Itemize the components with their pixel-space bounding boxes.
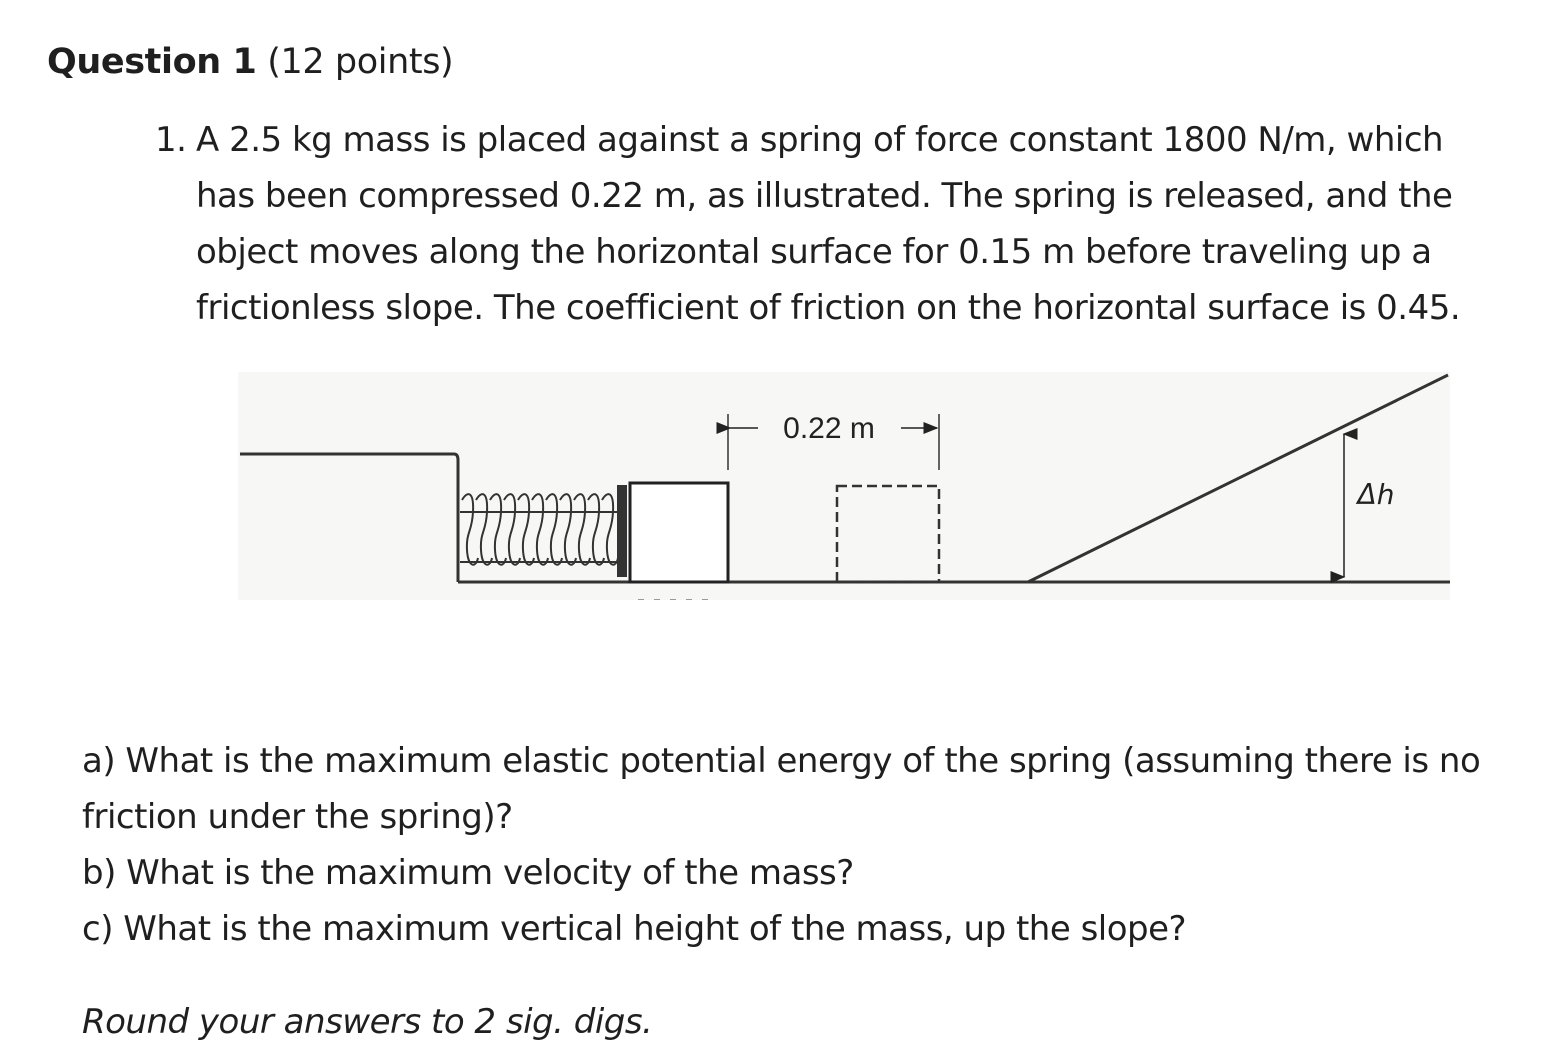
spring-ramp-figure <box>238 372 1450 600</box>
part-b: b) What is the maximum velocity of the mass? <box>82 853 854 893</box>
mass-block <box>630 483 728 582</box>
problem-line-3: object moves along the horizontal surface for 0.15 m before traveling up a <box>196 232 1432 272</box>
part-a-line-2: friction under the spring)? <box>82 797 513 837</box>
problem-line-2: has been compressed 0.22 m, as illustrated. The spring is released, and the <box>196 176 1453 216</box>
rounding-note: Round your answers to 2 sig. digs. <box>82 1002 653 1042</box>
question-parts <box>82 733 1552 957</box>
question-points: (12 points) <box>267 42 454 82</box>
question-header <box>47 38 453 86</box>
problem-line-1 <box>155 112 1555 168</box>
part-c: c) What is the maximum vertical height of the mass, up the slope? <box>82 909 1187 949</box>
problem-line-4: frictionless slope. The coefficient of friction on the horizontal surface is 0.45. <box>196 288 1461 328</box>
problem-number: 1. <box>155 120 187 160</box>
compression-label: 0.22 m <box>783 412 875 445</box>
problem-statement <box>155 112 1555 336</box>
problem-text-1: A 2.5 kg mass is placed against a spring of force constant 1800 N/m, which <box>196 120 1444 160</box>
question-title: Question 1 <box>47 42 257 82</box>
height-label: Δh <box>1357 478 1395 511</box>
part-a-line-1: a) What is the maximum elastic potential energy of the spring (assuming there is no <box>82 741 1481 781</box>
